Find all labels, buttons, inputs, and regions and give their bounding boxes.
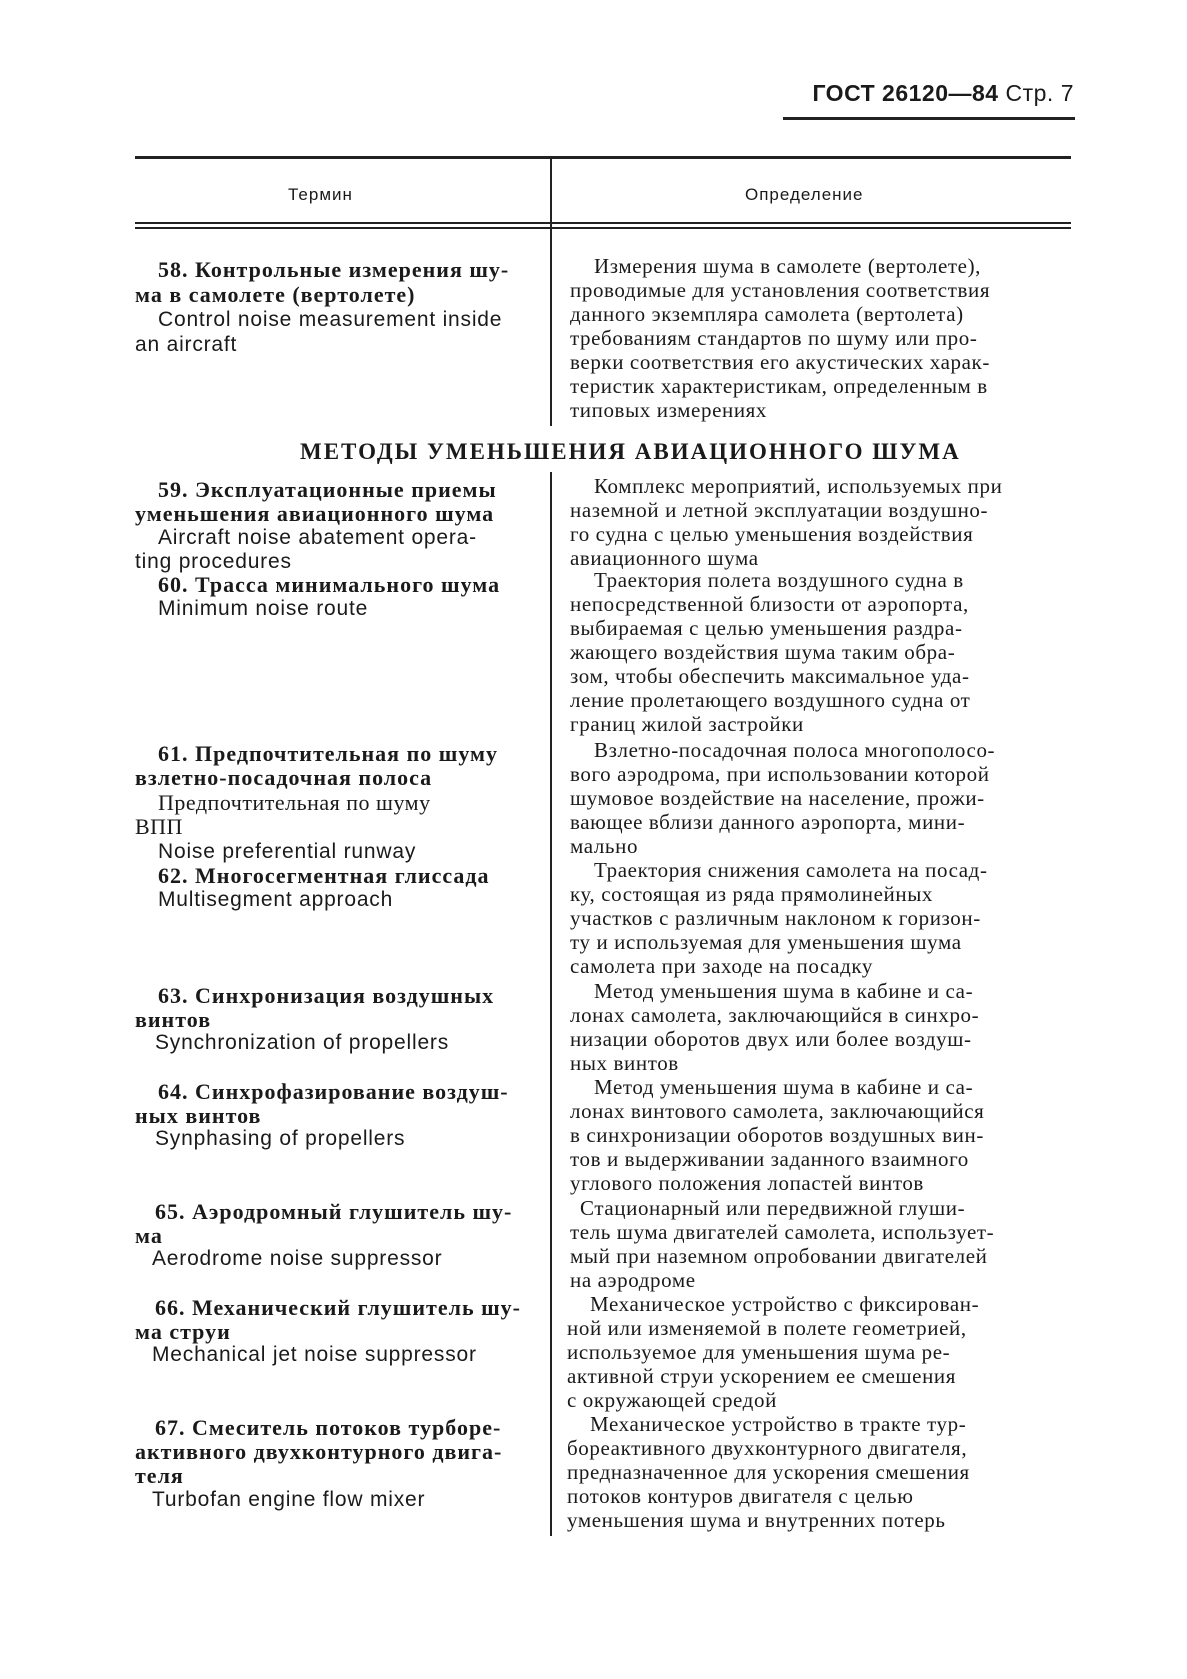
definition-line: на аэродроме — [570, 1268, 696, 1292]
term-line: ма в самолете (вертолете) — [135, 282, 416, 307]
definition-line: авиационного шума — [570, 546, 759, 570]
term-line: 60. Трасса минимального шума — [158, 572, 501, 597]
definition-line: с окружающей средой — [567, 1388, 777, 1412]
alt-term: Предпочтительная по шуму — [158, 790, 431, 815]
standard-number: ГОСТ 26120—84 — [812, 80, 999, 106]
term-line: винтов — [135, 1007, 212, 1032]
column-divider-main — [550, 472, 552, 1536]
page-header — [812, 80, 1074, 107]
table-top-rule — [135, 156, 1071, 159]
section-title: МЕТОДЫ УМЕНЬШЕНИЯ АВИАЦИОННОГО ШУМА — [300, 439, 961, 464]
english-term: Synphasing of propellers — [155, 1127, 406, 1150]
term-line: 67. Смеситель потоков турборе- — [155, 1415, 502, 1440]
definition-line: ных винтов — [570, 1051, 679, 1075]
definition-line: Траектория снижения самолета на посад- — [594, 858, 988, 882]
column-header-definition: Определение — [745, 185, 864, 204]
term-line: 66. Механический глушитель шу- — [155, 1295, 522, 1320]
definition-line: непосредственной близости от аэропорта, — [570, 592, 969, 616]
definition-line: углового положения лопастей винтов — [570, 1171, 924, 1195]
definition-line: жающего воздействия шума таким обра- — [570, 640, 956, 664]
definition-line: требованиям стандартов по шуму или про- — [570, 326, 978, 350]
definition-line: зом, чтобы обеспечить максимальное уда- — [570, 664, 970, 688]
definition-line: ление пролетающего воздушного судна от — [570, 688, 971, 712]
term-line: ных винтов — [135, 1103, 262, 1128]
definition-line: мый при наземном опробовании двигателей — [570, 1244, 988, 1268]
term-line: 59. Эксплуатационные приемы — [158, 477, 497, 502]
definition-line: вающее вблизи данного аэропорта, мини- — [570, 810, 966, 834]
table-header-rule-2 — [135, 227, 1071, 229]
definition-line: уменьшения шума и внутренних потерь — [567, 1508, 946, 1532]
english-term: ting procedures — [135, 550, 292, 573]
definition-line: Траектория полета воздушного судна в — [594, 568, 964, 592]
definition-line: наземной и летной эксплуатации воздушно- — [570, 498, 989, 522]
term-line: активного двухконтурного двига- — [135, 1439, 503, 1464]
definition-line: используемое для уменьшения шума ре- — [567, 1340, 951, 1364]
english-term: Control noise measurement inside — [158, 308, 503, 331]
definition-line: Метод уменьшения шума в кабине и са- — [594, 979, 974, 1003]
definition-line: ной или изменяемой в полете геометрией, — [567, 1316, 967, 1340]
definition-line: данного экземпляра самолета (вертолета) — [570, 302, 964, 326]
definition-line: ку, состоящая из ряда прямолинейных — [570, 882, 933, 906]
definition-line: потоков контуров двигателя с целью — [567, 1484, 914, 1508]
term-line: уменьшения авиационного шума — [135, 501, 495, 526]
definition-line: лонах самолета, заключающийся в синхро- — [570, 1003, 980, 1027]
definition-line: бореактивного двухконтурного двигателя, — [567, 1436, 968, 1460]
definition-line: активной струи ускорением ее смешения — [567, 1364, 957, 1388]
definition-line: выбираемая с целью уменьшения раздра- — [570, 616, 963, 640]
definition-line: ту и используемая для уменьшения шума — [570, 930, 962, 954]
term-line: 65. Аэродромный глушитель шу- — [155, 1199, 513, 1224]
definition-line: Измерения шума в самолете (вертолете), — [594, 254, 982, 278]
term-line: 64. Синхрофазирование воздуш- — [158, 1079, 509, 1104]
definition-line: теристик характеристикам, определенным в — [570, 374, 988, 398]
definition-line: мально — [570, 834, 639, 858]
term-line: взлетно-посадочная полоса — [135, 765, 433, 790]
definition-line: Комплекс мероприятий, используемых при — [594, 474, 1003, 498]
definition-line: проводимые для установления соответствия — [570, 278, 991, 302]
english-term: Minimum noise route — [158, 597, 369, 620]
term-line: теля — [135, 1463, 184, 1488]
definition-line: тов и выдерживании заданного взаимного — [570, 1147, 969, 1171]
english-term: Aircraft noise abatement opera- — [158, 526, 477, 549]
definition-line: Стационарный или передвижной глуши- — [580, 1196, 966, 1220]
column-header-term: Термин — [288, 185, 353, 204]
english-term: an aircraft — [135, 333, 238, 356]
table-header-rule-1 — [135, 222, 1071, 224]
page-number: Стр. 7 — [1005, 80, 1074, 106]
definition-line: в синхронизации оборотов воздушных вин- — [570, 1123, 984, 1147]
english-term: Mechanical jet noise suppressor — [152, 1343, 477, 1366]
english-term: Noise preferential runway — [158, 840, 417, 863]
alt-term: ВПП — [135, 814, 183, 839]
term-line: 58. Контрольные измерения шу- — [158, 257, 510, 282]
definition-line: Метод уменьшения шума в кабине и са- — [594, 1075, 974, 1099]
definition-line: верки соответствия его акустических харак- — [570, 350, 990, 374]
english-term: Synchronization of propellers — [155, 1031, 450, 1054]
definition-line: типовых измерениях — [570, 398, 768, 422]
term-line: 63. Синхронизация воздушных — [158, 983, 495, 1008]
definition-line: тель шума двигателей самолета, использует- — [570, 1220, 995, 1244]
definition-line: участков с различным наклоном к горизон- — [570, 906, 981, 930]
definition-line: предназначенное для ускорения смешения — [567, 1460, 970, 1484]
english-term: Multisegment approach — [158, 888, 394, 911]
definition-line: Механическое устройство в тракте тур- — [590, 1412, 967, 1436]
definition-line: го судна с целью уменьшения воздействия — [570, 522, 974, 546]
definition-line: низации оборотов двух или более воздуш- — [570, 1027, 972, 1051]
definition-line: шумовое воздействие на население, прожи- — [570, 786, 985, 810]
definition-line: лонах винтового самолета, заключающийся — [570, 1099, 985, 1123]
definition-line: границ жилой застройки — [570, 712, 804, 736]
definition-line: самолета при заходе на посадку — [570, 954, 873, 978]
term-line: ма — [135, 1223, 163, 1248]
column-divider-top — [550, 156, 552, 426]
header-rule — [783, 117, 1075, 120]
term-line: 61. Предпочтительная по шуму — [158, 741, 499, 766]
english-term: Aerodrome noise suppressor — [152, 1247, 443, 1270]
term-line: 62. Многосегментная глиссада — [158, 863, 490, 888]
term-line: ма струи — [135, 1319, 231, 1344]
definition-line: Механическое устройство с фиксирован- — [590, 1292, 980, 1316]
english-term: Turbofan engine flow mixer — [152, 1488, 426, 1511]
definition-line: Взлетно-посадочная полоса многополосо- — [594, 738, 996, 762]
definition-line: вого аэродрома, при использовании которой — [570, 762, 990, 786]
